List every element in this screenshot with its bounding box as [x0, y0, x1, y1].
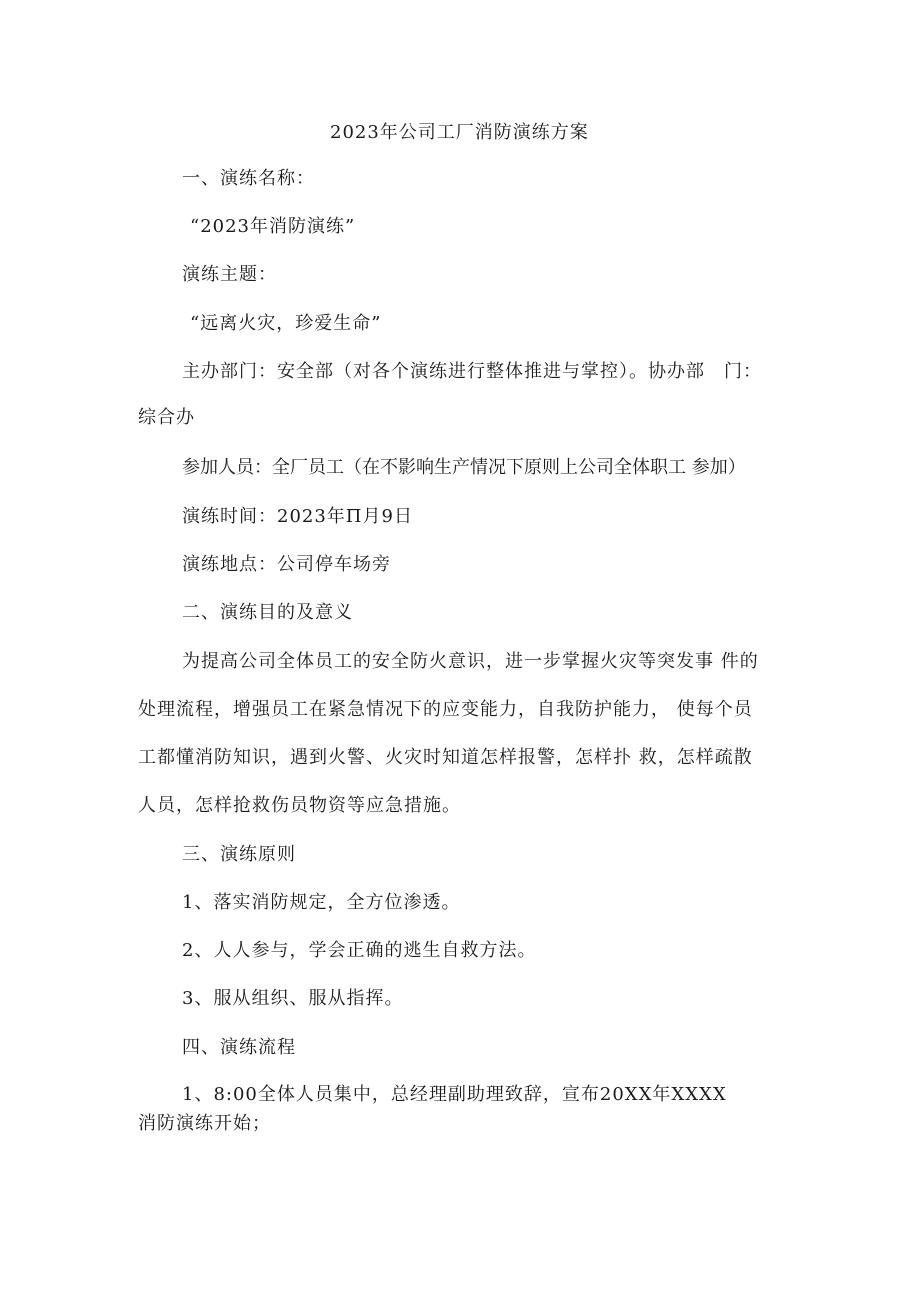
drill-location: 演练地点：公司停车场旁 — [182, 554, 391, 575]
flow-step-1-line-1: 1、8:00全体人员集中，总经理副助理致辞，宣布20XX年XXXX — [182, 1084, 727, 1105]
purpose-line-1: 为提高公司全体员工的安全防火意识，进一步掌握火灾等突发事 件的 — [182, 651, 759, 672]
purpose-line-4: 人员，怎样抢救伤员物资等应急措施。 — [138, 795, 461, 816]
drill-time: 演练时间：2023年Π月9日 — [182, 506, 413, 527]
section-heading-2: 二、演练目的及意义 — [182, 602, 353, 623]
organizer-line-2: 综合办 — [138, 407, 195, 428]
participants: 参加人员：全厂员工（在不影响生产情况下原则上公司全体职工 参加） — [182, 457, 746, 478]
principle-2: 2、人人参与，学会正确的逃生自救方法。 — [182, 940, 537, 961]
flow-step-1-line-2: 消防演练开始； — [138, 1113, 271, 1134]
section-heading-4: 四、演练流程 — [182, 1037, 296, 1058]
theme-label: 演练主题： — [182, 264, 277, 285]
purpose-line-3: 工都懂消防知识，遇到火警、火灾时知道怎样报警，怎样扑 救，怎样疏散 — [138, 747, 753, 768]
document-title: 2023年公司工厂消防演练方案 — [330, 122, 589, 143]
drill-name: “2023年消防演练” — [190, 216, 356, 237]
section-heading-3: 三、演练原则 — [182, 844, 296, 865]
purpose-line-2: 处理流程，增强员工在紧急情况下的应变能力，自我防护能力， 使每个员 — [138, 699, 753, 720]
section-heading-1: 一、演练名称： — [182, 168, 315, 189]
principle-3: 3、服从组织、服从指挥。 — [182, 988, 404, 1009]
organizer-line-1: 主办部门：安全部（对各个演练进行整体推进与掌控）。协办部 门： — [182, 361, 762, 382]
principle-1: 1、落实消防规定，全方位渗透。 — [182, 892, 461, 913]
theme-value: “远离火灾，珍爱生命” — [190, 313, 382, 334]
